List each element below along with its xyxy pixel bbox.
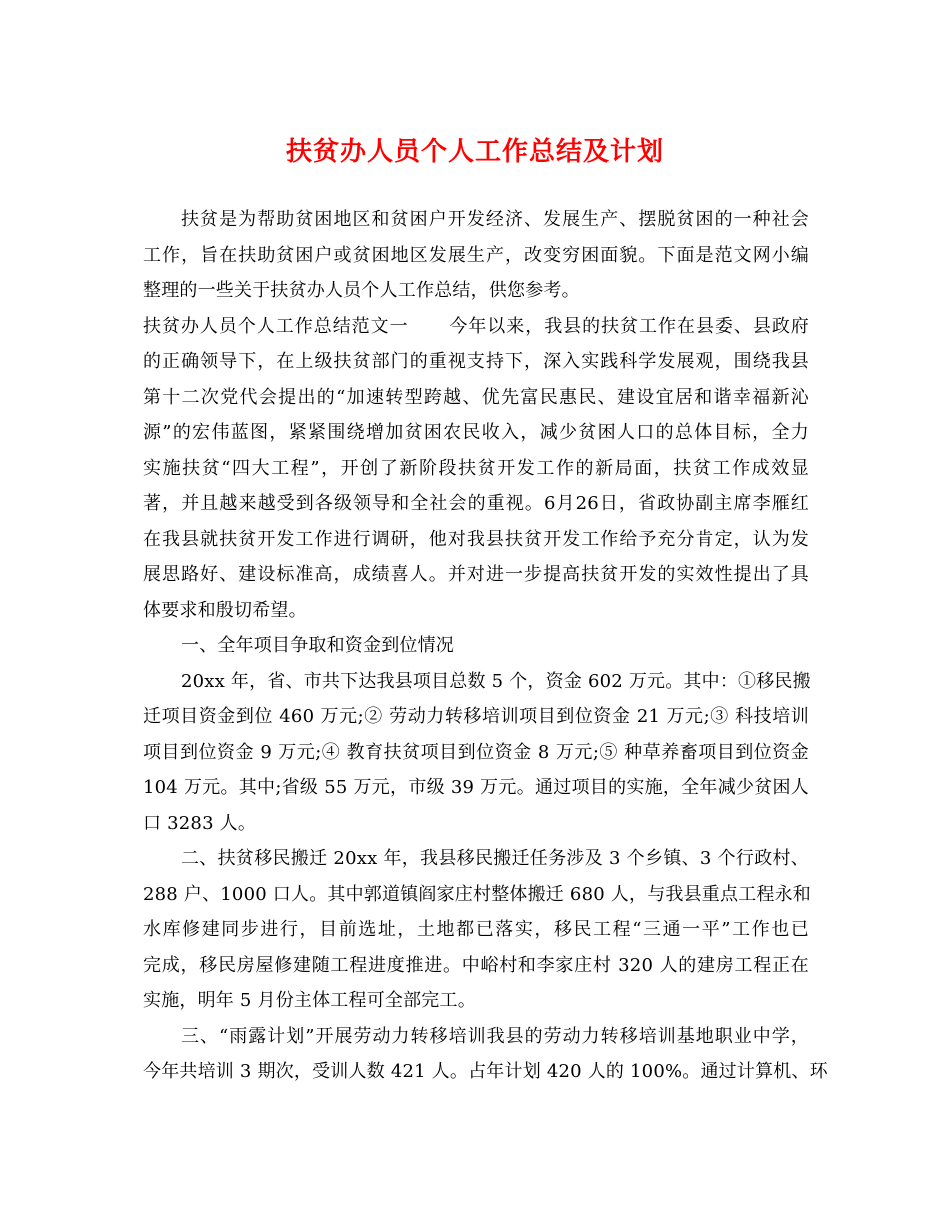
text-line: 104 万元。其中;省级 55 万元，市级 39 万元。通过项目的实施，全年减少贫困人 (143, 777, 809, 798)
document-title: 扶贫办人员个人工作总结及计划 (285, 137, 664, 167)
text-line: 20xx 年，省、市共下达我县项目总数 5 个，资金 602 万元。其中：①移民搬 (181, 670, 811, 692)
text-line: 水库修建同步进行，目前选址，土地都已落实，移民工程“三通一平”工作也已 (143, 919, 809, 940)
text-line: 工作，旨在扶助贫困户或贫困地区发展生产，改变穷困面貌。下面是范文网小编 (143, 244, 809, 266)
text-line: 实施扶贫“四大工程”，开创了新阶段扶贫开发工作的新局面，扶贫工作成效显 (143, 457, 809, 479)
text-line: 288 户、1000 口人。其中郭道镇阎家庄村整体搬迁 680 人，与我县重点工程永和 (143, 883, 812, 905)
text-line: 实施，明年 5 月份主体工程可全部完工。 (143, 990, 476, 1011)
text-line: 体要求和殷切希望。 (143, 599, 307, 621)
section-heading: 扶贫办人员个人工作总结范文一 (143, 315, 409, 337)
document-body (143, 202, 828, 1090)
text-line: 迁项目资金到位 460 万元;② 劳动力转移培训项目到位资金 21 万元;③ 科技培训 (143, 706, 809, 727)
text-line: 三、“雨露计划”开展劳动力转移培训我县的劳动力转移培训基地职业中学， (181, 1025, 809, 1047)
text-line: 在我县就扶贫开发工作进行调研，他对我县扶贫开发工作给予充分肯定，认为发 (143, 528, 809, 550)
text-line: 扶贫是为帮助贫困地区和贫困户开发经济、发展生产、摆脱贫困的一种社会 (181, 209, 809, 230)
text-fragment: 今年以来，我县的扶贫工作在县委、县政府 (448, 315, 809, 337)
text-line: 源”的宏伟蓝图，紧紧围绕增加贫困农民收入，减少贫困人口的总体目标，全力 (143, 422, 809, 443)
text-line: 著，并且越来越受到各级领导和全社会的重视。6月26日，省政协副主席李雁红 (143, 493, 809, 514)
text-line-combined (143, 309, 809, 345)
text-line: 项目到位资金 9 万元;④ 教育扶贫项目到位资金 8 万元;⑤ 种草养畜项目到位资金 (143, 741, 809, 763)
text-line: 今年共培训 3 期次，受训人数 421 人。占年计划 420 人的 100%。通过计算机、环 (143, 1061, 828, 1082)
section-heading: 一、全年项目争取和资金到位情况 (181, 635, 454, 656)
text-line: 整理的一些关于扶贫办人员个人工作总结，供您参考。 (143, 280, 580, 301)
text-line: 口 3283 人。 (143, 812, 257, 834)
text-line: 完成，移民房屋修建随工程进度推进。中峪村和李家庄村 320 人的建房工程正在 (143, 954, 809, 976)
text-line: 第十二次党代会提出的“加速转型跨越、优先富民惠民、建设宜居和谐幸福新沁 (143, 386, 809, 408)
text-line: 的正确领导下，在上级扶贫部门的重视支持下，深入实践科学发展观，围绕我县 (143, 351, 809, 372)
text-line: 展思路好、建设标准高，成绩喜人。并对进一步提高扶贫开发的实效性提出了具 (143, 564, 809, 585)
text-line: 二、扶贫移民搬迁 20xx 年，我县移民搬迁任务涉及 3 个乡镇、3 个行政村、 (181, 848, 809, 869)
